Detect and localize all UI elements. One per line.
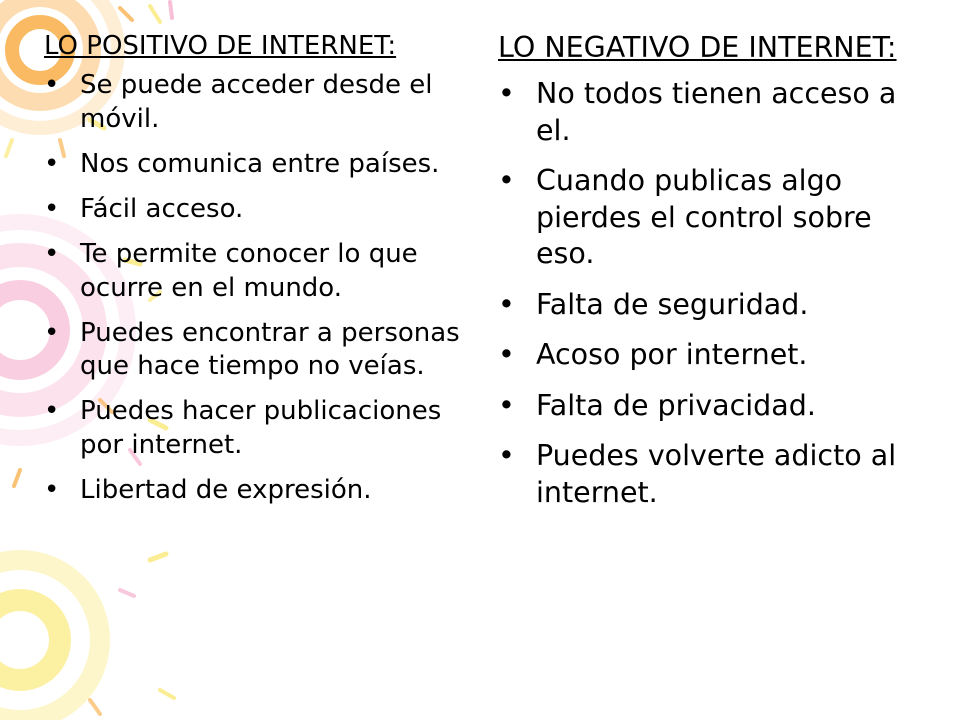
bullet-icon: • xyxy=(498,338,515,372)
positive-heading: LO POSITIVO DE INTERNET: xyxy=(44,31,397,61)
list-item-text: Falta de privacidad. xyxy=(536,388,816,422)
list-item xyxy=(498,287,928,323)
bullet-icon: • xyxy=(498,164,515,198)
bullet-icon: • xyxy=(44,317,60,348)
list-item xyxy=(498,438,928,511)
negative-list xyxy=(498,76,928,511)
list-item-text: Te permite conocer lo que ocurre en el mundo. xyxy=(80,239,418,303)
bullet-icon: • xyxy=(44,396,60,427)
yellow-swirl-icon xyxy=(0,560,100,720)
list-item-text: Nos comunica entre países. xyxy=(80,148,440,179)
list-item-text: Se puede acceder desde el móvil. xyxy=(80,70,433,134)
list-item xyxy=(44,317,464,384)
list-item xyxy=(44,193,464,226)
bullet-icon: • xyxy=(44,70,60,101)
list-item xyxy=(498,76,928,149)
list-item-text: Puedes hacer publicaciones por internet. xyxy=(80,396,442,460)
negative-column xyxy=(498,30,928,525)
bullet-icon: • xyxy=(44,194,60,225)
list-item xyxy=(44,69,464,136)
list-item-text: Fácil acceso. xyxy=(80,194,244,225)
bullet-icon: • xyxy=(44,148,60,179)
positive-column xyxy=(44,30,464,519)
bullet-icon: • xyxy=(44,239,60,270)
list-item-text: No todos tienen acceso a el. xyxy=(536,77,897,147)
list-item-text: Cuando publicas algo pierdes el control sobre eso. xyxy=(536,164,872,271)
list-item xyxy=(498,163,928,272)
list-item xyxy=(44,474,464,507)
list-item-text: Puedes encontrar a personas que hace tiempo no veías. xyxy=(80,317,460,382)
list-item-text: Puedes volverte adicto al internet. xyxy=(536,439,897,509)
list-item xyxy=(498,337,928,373)
list-item-text: Acoso por internet. xyxy=(536,338,808,372)
list-item xyxy=(498,388,928,424)
bullet-icon: • xyxy=(498,77,515,111)
bullet-icon: • xyxy=(498,388,515,422)
positive-list xyxy=(44,69,464,507)
list-item-text: Libertad de expresión. xyxy=(80,474,372,505)
negative-heading: LO NEGATIVO DE INTERNET: xyxy=(498,31,897,64)
bullet-icon: • xyxy=(498,287,515,321)
list-item xyxy=(44,238,464,305)
bullet-icon: • xyxy=(498,439,515,473)
list-item xyxy=(44,148,464,181)
list-item xyxy=(44,395,464,462)
list-item-text: Falta de seguridad. xyxy=(536,287,809,321)
bullet-icon: • xyxy=(44,474,60,505)
